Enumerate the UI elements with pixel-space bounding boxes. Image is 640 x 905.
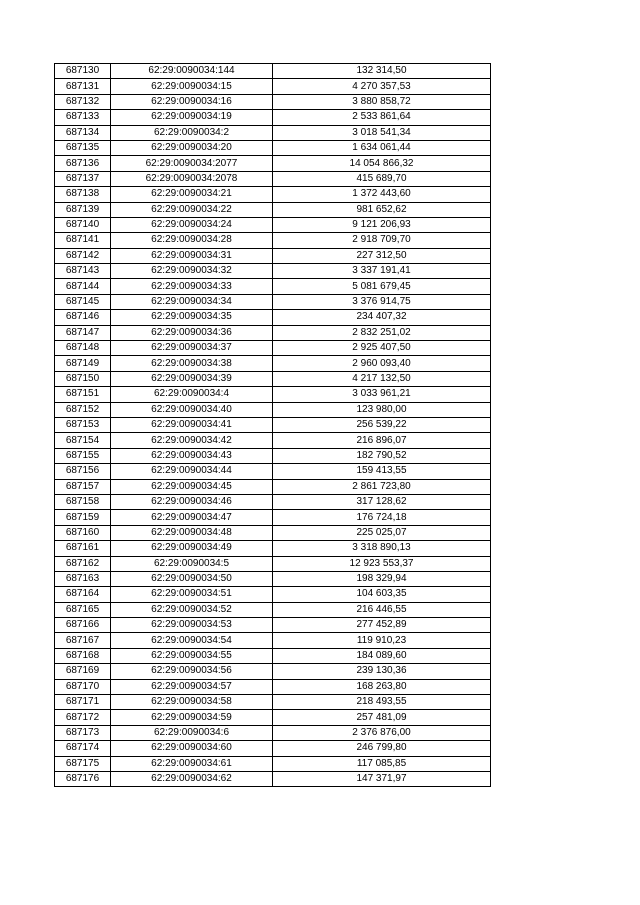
table-row (55, 664, 491, 679)
row-number-cell: 687166 (55, 618, 111, 633)
table-row (55, 417, 491, 432)
cadastral-number-cell: 62:29:0090034:53 (111, 618, 273, 633)
cadastral-value-cell: 159 413,55 (273, 464, 491, 479)
cadastral-number-cell: 62:29:0090034:31 (111, 248, 273, 263)
cadastral-number-cell: 62:29:0090034:16 (111, 94, 273, 109)
row-number-cell: 687134 (55, 125, 111, 140)
table-row (55, 325, 491, 340)
cadastral-number-cell: 62:29:0090034:40 (111, 402, 273, 417)
cadastral-value-cell: 168 263,80 (273, 679, 491, 694)
row-number-cell: 687144 (55, 279, 111, 294)
row-number-cell: 687153 (55, 417, 111, 432)
table-row (55, 510, 491, 525)
cadastral-value-cell: 3 033 961,21 (273, 387, 491, 402)
cadastral-number-cell: 62:29:0090034:35 (111, 310, 273, 325)
cadastral-number-cell: 62:29:0090034:15 (111, 79, 273, 94)
table-row (55, 725, 491, 740)
table-row (55, 371, 491, 386)
table-row (55, 618, 491, 633)
row-number-cell: 687161 (55, 541, 111, 556)
row-number-cell: 687156 (55, 464, 111, 479)
table-row (55, 341, 491, 356)
row-number-cell: 687169 (55, 664, 111, 679)
cadastral-number-cell: 62:29:0090034:41 (111, 417, 273, 432)
cadastral-value-table (54, 63, 491, 787)
cadastral-value-cell: 12 923 553,37 (273, 556, 491, 571)
cadastral-value-cell: 227 312,50 (273, 248, 491, 263)
cadastral-value-cell: 216 446,55 (273, 602, 491, 617)
table-row (55, 695, 491, 710)
cadastral-value-cell: 3 376 914,75 (273, 294, 491, 309)
row-number-cell: 687151 (55, 387, 111, 402)
table-row (55, 202, 491, 217)
row-number-cell: 687146 (55, 310, 111, 325)
table-row (55, 156, 491, 171)
table-row (55, 494, 491, 509)
table-row (55, 233, 491, 248)
cadastral-value-cell: 1 372 443,60 (273, 187, 491, 202)
cadastral-number-cell: 62:29:0090034:45 (111, 479, 273, 494)
row-number-cell: 687159 (55, 510, 111, 525)
row-number-cell: 687172 (55, 710, 111, 725)
cadastral-value-cell: 4 217 132,50 (273, 371, 491, 386)
table-row (55, 771, 491, 786)
cadastral-number-cell: 62:29:0090034:47 (111, 510, 273, 525)
row-number-cell: 687154 (55, 433, 111, 448)
table-row (55, 648, 491, 663)
table-row (55, 571, 491, 586)
table-row (55, 525, 491, 540)
row-number-cell: 687150 (55, 371, 111, 386)
cadastral-value-cell: 123 980,00 (273, 402, 491, 417)
cadastral-value-cell: 234 407,32 (273, 310, 491, 325)
row-number-cell: 687173 (55, 725, 111, 740)
table-row (55, 387, 491, 402)
cadastral-value-cell: 3 337 191,41 (273, 264, 491, 279)
row-number-cell: 687133 (55, 110, 111, 125)
cadastral-value-cell: 2 861 723,80 (273, 479, 491, 494)
row-number-cell: 687130 (55, 64, 111, 79)
row-number-cell: 687162 (55, 556, 111, 571)
cadastral-number-cell: 62:29:0090034:2078 (111, 171, 273, 186)
table-row (55, 356, 491, 371)
row-number-cell: 687155 (55, 448, 111, 463)
cadastral-number-cell: 62:29:0090034:54 (111, 633, 273, 648)
row-number-cell: 687141 (55, 233, 111, 248)
cadastral-value-cell: 256 539,22 (273, 417, 491, 432)
cadastral-number-cell: 62:29:0090034:19 (111, 110, 273, 125)
cadastral-number-cell: 62:29:0090034:21 (111, 187, 273, 202)
table-row (55, 79, 491, 94)
row-number-cell: 687149 (55, 356, 111, 371)
table-row (55, 217, 491, 232)
table-row (55, 279, 491, 294)
row-number-cell: 687164 (55, 587, 111, 602)
cadastral-number-cell: 62:29:0090034:50 (111, 571, 273, 586)
table-row (55, 741, 491, 756)
cadastral-value-cell: 415 689,70 (273, 171, 491, 186)
cadastral-number-cell: 62:29:0090034:6 (111, 725, 273, 740)
table-row (55, 710, 491, 725)
table-row (55, 187, 491, 202)
cadastral-number-cell: 62:29:0090034:58 (111, 695, 273, 710)
cadastral-number-cell: 62:29:0090034:32 (111, 264, 273, 279)
cadastral-number-cell: 62:29:0090034:49 (111, 541, 273, 556)
cadastral-value-cell: 225 025,07 (273, 525, 491, 540)
table-row (55, 587, 491, 602)
cadastral-value-cell: 3 018 541,34 (273, 125, 491, 140)
cadastral-number-cell: 62:29:0090034:51 (111, 587, 273, 602)
row-number-cell: 687170 (55, 679, 111, 694)
cadastral-number-cell: 62:29:0090034:56 (111, 664, 273, 679)
table-row (55, 294, 491, 309)
cadastral-value-cell: 2 533 861,64 (273, 110, 491, 125)
cadastral-value-cell: 277 452,89 (273, 618, 491, 633)
table-row (55, 556, 491, 571)
cadastral-number-cell: 62:29:0090034:61 (111, 756, 273, 771)
table-row (55, 64, 491, 79)
table-row (55, 402, 491, 417)
cadastral-number-cell: 62:29:0090034:4 (111, 387, 273, 402)
row-number-cell: 687138 (55, 187, 111, 202)
table-row (55, 264, 491, 279)
cadastral-value-cell: 2 376 876,00 (273, 725, 491, 740)
row-number-cell: 687142 (55, 248, 111, 263)
cadastral-number-cell: 62:29:0090034:62 (111, 771, 273, 786)
table-row (55, 433, 491, 448)
cadastral-number-cell: 62:29:0090034:48 (111, 525, 273, 540)
row-number-cell: 687157 (55, 479, 111, 494)
cadastral-number-cell: 62:29:0090034:39 (111, 371, 273, 386)
cadastral-number-cell: 62:29:0090034:52 (111, 602, 273, 617)
table-row (55, 248, 491, 263)
cadastral-value-cell: 14 054 866,32 (273, 156, 491, 171)
cadastral-value-cell: 176 724,18 (273, 510, 491, 525)
cadastral-value-cell: 257 481,09 (273, 710, 491, 725)
cadastral-number-cell: 62:29:0090034:59 (111, 710, 273, 725)
cadastral-value-cell: 2 960 093,40 (273, 356, 491, 371)
cadastral-value-cell: 246 799,80 (273, 741, 491, 756)
cadastral-number-cell: 62:29:0090034:43 (111, 448, 273, 463)
table-row (55, 541, 491, 556)
cadastral-number-cell: 62:29:0090034:38 (111, 356, 273, 371)
row-number-cell: 687132 (55, 94, 111, 109)
cadastral-value-cell: 216 896,07 (273, 433, 491, 448)
cadastral-number-cell: 62:29:0090034:28 (111, 233, 273, 248)
cadastral-number-cell: 62:29:0090034:2 (111, 125, 273, 140)
table-row (55, 94, 491, 109)
cadastral-number-cell: 62:29:0090034:24 (111, 217, 273, 232)
cadastral-value-cell: 104 603,35 (273, 587, 491, 602)
cadastral-number-cell: 62:29:0090034:42 (111, 433, 273, 448)
row-number-cell: 687174 (55, 741, 111, 756)
row-number-cell: 687140 (55, 217, 111, 232)
row-number-cell: 687143 (55, 264, 111, 279)
row-number-cell: 687163 (55, 571, 111, 586)
table-row (55, 479, 491, 494)
cadastral-number-cell: 62:29:0090034:20 (111, 140, 273, 155)
cadastral-value-cell: 5 081 679,45 (273, 279, 491, 294)
cadastral-value-cell: 3 880 858,72 (273, 94, 491, 109)
table-row (55, 633, 491, 648)
row-number-cell: 687137 (55, 171, 111, 186)
row-number-cell: 687152 (55, 402, 111, 417)
row-number-cell: 687165 (55, 602, 111, 617)
cadastral-value-cell: 239 130,36 (273, 664, 491, 679)
cadastral-value-cell: 317 128,62 (273, 494, 491, 509)
cadastral-number-cell: 62:29:0090034:33 (111, 279, 273, 294)
cadastral-number-cell: 62:29:0090034:2077 (111, 156, 273, 171)
cadastral-number-cell: 62:29:0090034:55 (111, 648, 273, 663)
row-number-cell: 687148 (55, 341, 111, 356)
row-number-cell: 687167 (55, 633, 111, 648)
cadastral-value-cell: 218 493,55 (273, 695, 491, 710)
cadastral-number-cell: 62:29:0090034:37 (111, 341, 273, 356)
cadastral-value-cell: 182 790,52 (273, 448, 491, 463)
row-number-cell: 687139 (55, 202, 111, 217)
table-row (55, 448, 491, 463)
cadastral-number-cell: 62:29:0090034:34 (111, 294, 273, 309)
row-number-cell: 687168 (55, 648, 111, 663)
cadastral-number-cell: 62:29:0090034:36 (111, 325, 273, 340)
row-number-cell: 687147 (55, 325, 111, 340)
table-row (55, 110, 491, 125)
row-number-cell: 687160 (55, 525, 111, 540)
row-number-cell: 687158 (55, 494, 111, 509)
cadastral-value-cell: 1 634 061,44 (273, 140, 491, 155)
cadastral-value-cell: 981 652,62 (273, 202, 491, 217)
row-number-cell: 687136 (55, 156, 111, 171)
table-row (55, 310, 491, 325)
cadastral-value-cell: 4 270 357,53 (273, 79, 491, 94)
cadastral-value-cell: 2 918 709,70 (273, 233, 491, 248)
cadastral-number-cell: 62:29:0090034:144 (111, 64, 273, 79)
row-number-cell: 687145 (55, 294, 111, 309)
table-row (55, 140, 491, 155)
cadastral-value-cell: 2 925 407,50 (273, 341, 491, 356)
cadastral-value-cell: 147 371,97 (273, 771, 491, 786)
table-row (55, 756, 491, 771)
row-number-cell: 687175 (55, 756, 111, 771)
cadastral-value-cell: 132 314,50 (273, 64, 491, 79)
table-row (55, 602, 491, 617)
cadastral-value-cell: 184 089,60 (273, 648, 491, 663)
cadastral-number-cell: 62:29:0090034:60 (111, 741, 273, 756)
cadastral-value-cell: 198 329,94 (273, 571, 491, 586)
row-number-cell: 687171 (55, 695, 111, 710)
cadastral-value-cell: 3 318 890,13 (273, 541, 491, 556)
cadastral-number-cell: 62:29:0090034:44 (111, 464, 273, 479)
row-number-cell: 687135 (55, 140, 111, 155)
table-row (55, 464, 491, 479)
table-body (55, 64, 491, 787)
cadastral-value-cell: 119 910,23 (273, 633, 491, 648)
cadastral-value-cell: 2 832 251,02 (273, 325, 491, 340)
cadastral-number-cell: 62:29:0090034:57 (111, 679, 273, 694)
table-row (55, 125, 491, 140)
cadastral-number-cell: 62:29:0090034:46 (111, 494, 273, 509)
cadastral-number-cell: 62:29:0090034:22 (111, 202, 273, 217)
row-number-cell: 687131 (55, 79, 111, 94)
cadastral-value-cell: 9 121 206,93 (273, 217, 491, 232)
table-row (55, 171, 491, 186)
table-row (55, 679, 491, 694)
row-number-cell: 687176 (55, 771, 111, 786)
cadastral-value-cell: 117 085,85 (273, 756, 491, 771)
cadastral-number-cell: 62:29:0090034:5 (111, 556, 273, 571)
